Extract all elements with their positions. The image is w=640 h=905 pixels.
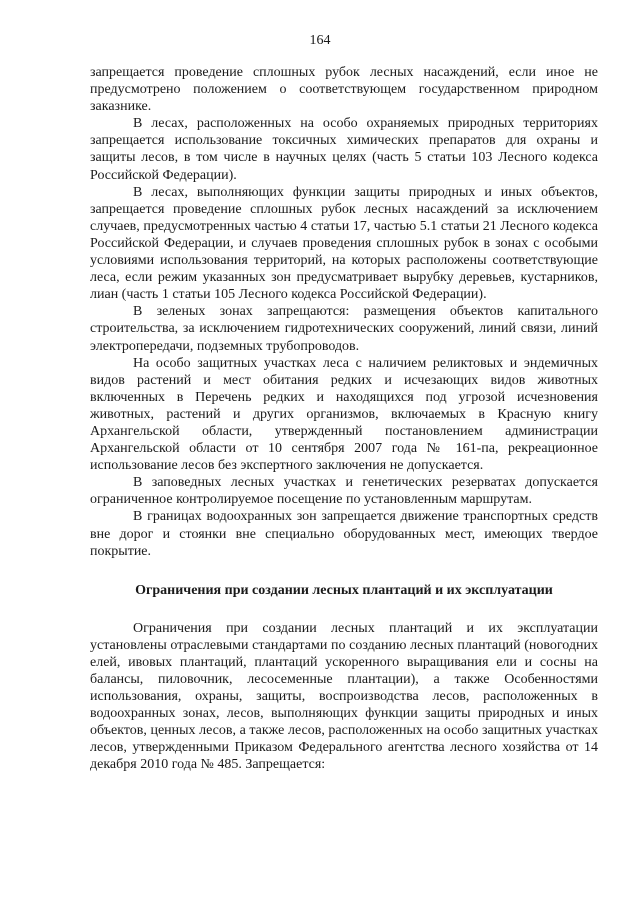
paragraph: В лесах, выполняющих функции защиты природных и иных объектов, запрещается проведение сплошных рубок лесных насаждений за исключением случаев, предусмотренных частью 4 статьи 17, частью 5.1 статьи 21 Лесного кодекса Российской Федерации, и случаев проведения сплошных рубок в зонах с особыми условиями использования территорий, на которых расположены соответствующие леса, если режим указанных зон предусматривает вырубку деревьев, кустарников, лиан (часть 1 статьи 105 Лесного кодекса Российской Федерации). <box>90 184 598 303</box>
page-number: 164 <box>309 33 331 48</box>
paragraph: запрещается проведение сплошных рубок лесных насаждений, если иное не предусмотрено положением о соответствующем государственном природном заказнике. <box>90 65 598 115</box>
paragraph: Ограничения при создании лесных плантаций и их эксплуатации установлены отраслевыми стандартами по созданию лесных плантаций (новогодних елей, ивовых плантаций, плантаций ускоренного выращивания ели и сосны на балансы, пиловочник, лесосеменные плантации), а также Особенностями использования, охраны, защиты, воспроизводства лесов, расположенных в водоохранных зонах, лесов, выполняющих функции защиты природных и иных объектов, ценных лесов, а также лесов, расположенных на особо защитных участках лесов, утвержденными Приказом Федерального агентства лесного хозяйства от 14 декабря 2010 года № 485. Запрещается: <box>90 620 598 773</box>
paragraph: В зеленых зонах запрещаются: размещения объектов капитального строительства, за исключением гидротехнических сооружений, линий связи, линий электропередачи, подземных трубопроводов. <box>90 304 598 354</box>
document-body <box>90 64 598 774</box>
paragraph: В заповедных лесных участках и генетических резерватах допускается ограниченное контролируемое посещение по установленным маршрутам. <box>90 475 598 508</box>
section-heading: Ограничения при создании лесных плантаций и их эксплуатации <box>135 582 553 598</box>
paragraph: В лесах, расположенных на особо охраняемых природных территориях запрещается использование токсичных химических препаратов для охраны и защиты лесов, в том числе в научных целях (часть 5 статьи 103 Лесного кодекса Российской Федерации). <box>90 116 598 183</box>
paragraph: На особо защитных участках леса с наличием реликтовых и эндемичных видов растений и мест обитания редких и исчезающих видов животных включенных в Перечень редких и находящихся под угрозой исчезновения животных, растений и других организмов, включаемых в Красную книгу Архангельской области, утвержденный постановлением администрации Архангельской области от 10 сентября 2007 года № 161-па, рекреационное использование лесов без экспертного заключения не допускается. <box>90 355 598 474</box>
paragraph: В границах водоохранных зон запрещается движение транспортных средств вне дорог и стоянки вне специально оборудованных мест, имеющих твердое покрытие. <box>90 509 598 559</box>
